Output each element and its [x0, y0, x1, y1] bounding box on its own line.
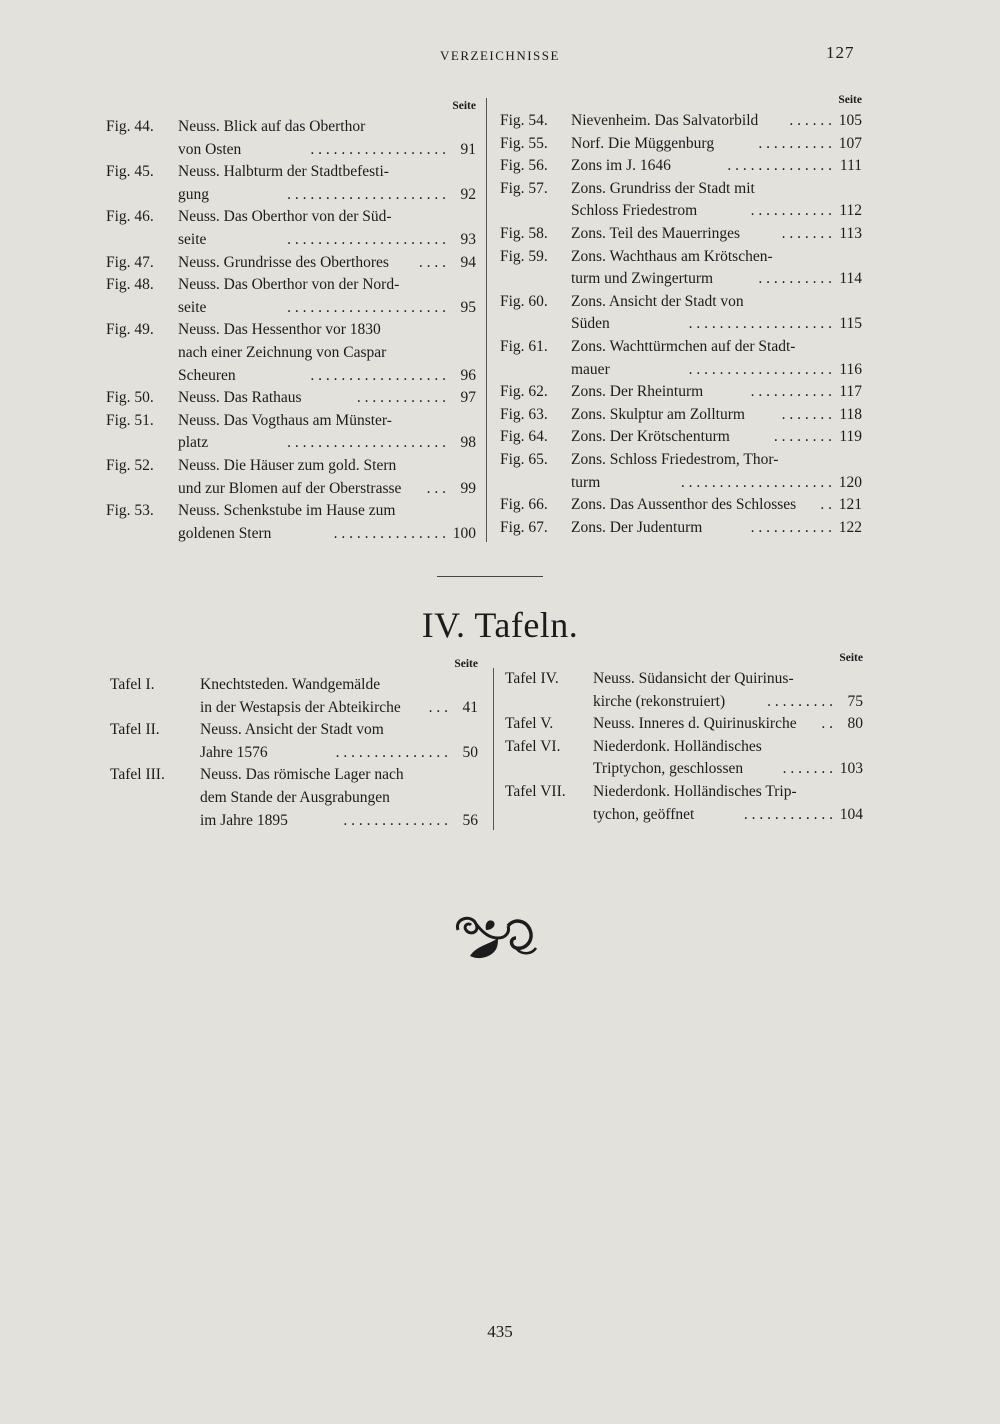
page-ref: 99 — [460, 479, 476, 497]
entry-body — [571, 426, 862, 449]
entry-number: Fig. 67. — [500, 518, 548, 536]
entry-number: Fig. 55. — [500, 134, 548, 152]
entry-text: dem Stande der Ausgrabungen — [200, 788, 390, 806]
entry-body — [571, 223, 862, 246]
entry-number: Tafel V. — [505, 715, 554, 733]
entry-text: Zons. Ansicht der Stadt von — [571, 292, 744, 310]
leader-dots: . . . . . . . . . . . . — [743, 805, 833, 823]
entry-body — [178, 161, 476, 206]
entry-text: Niederdonk. Holländisches Trip- — [593, 782, 797, 800]
list-item — [500, 404, 862, 427]
entry-text: tychon, geöffnet — [593, 805, 695, 823]
leader-dots: . . . . . . . — [781, 405, 832, 423]
entry-text: Zons. Der Rheinturm — [571, 383, 704, 401]
entry-text: Jahre 1576 — [200, 743, 268, 761]
entry-text: Zons. Der Judenturm — [571, 518, 703, 536]
entry-number: Tafel I. — [110, 676, 155, 693]
leader-dots: . . . . . . . . . . . — [750, 202, 832, 220]
entry-number: Fig. 57. — [500, 179, 548, 197]
entry-text: Neuss. Das Rathaus — [178, 389, 302, 407]
entry-number: Fig. 54. — [500, 112, 548, 129]
entry-number: Fig. 62. — [500, 383, 548, 401]
entry-body — [178, 500, 476, 545]
entry-text: Neuss. Schenkstube im Hause zum — [178, 502, 396, 520]
page-ref: 118 — [839, 405, 862, 423]
entry-text: turm — [571, 473, 601, 491]
page-ref: 80 — [847, 715, 863, 733]
list-item — [106, 206, 476, 251]
entry-body — [178, 252, 476, 275]
leader-dots: . . . . . . . . . . . . . . . . . . . . — [680, 473, 832, 491]
entry-text: Neuss. Grundrisse des Oberthores — [178, 253, 389, 271]
entry-body — [571, 246, 862, 291]
leader-dots: . . . . . . . . . . . . . . . . . . . — [688, 315, 832, 333]
entry-number: Tafel VII. — [505, 782, 566, 800]
entry-text: Neuss. Das Oberthor von der Süd- — [178, 208, 392, 226]
list-item — [500, 133, 862, 156]
entry-text: Neuss. Das Vogthaus am Münster- — [178, 411, 392, 429]
leader-dots: . . . . . . . . . . . . . . . . . . . — [688, 360, 832, 378]
entry-body — [571, 133, 862, 156]
list-item — [500, 449, 862, 494]
tafeln-right-column — [505, 650, 863, 826]
list-item — [500, 246, 862, 291]
entry-number: Fig. 66. — [500, 496, 548, 514]
entry-body — [571, 494, 862, 517]
entry-number: Fig. 48. — [106, 276, 154, 294]
entry-text: Knechtsteden. Wandgemälde — [200, 676, 381, 693]
figures-left-column — [106, 98, 476, 545]
leader-dots: . . . . . . . . . . . . . . — [727, 157, 832, 175]
leader-dots: . . . . . . . — [781, 224, 832, 242]
entry-body — [571, 178, 862, 223]
entry-body — [200, 719, 478, 764]
entry-number: Fig. 65. — [500, 450, 548, 468]
entry-text: im Jahre 1895 — [200, 811, 288, 829]
page-ref: 119 — [839, 428, 862, 446]
entry-body — [571, 404, 862, 427]
entry-text: Zons. Wachttürmchen auf der Stadt- — [571, 337, 796, 355]
list-item — [110, 764, 478, 832]
page-ref: 97 — [460, 389, 476, 407]
entry-text: seite — [178, 298, 207, 316]
entry-text: seite — [178, 230, 207, 248]
leader-dots: . . . . . . . . . . . . . . — [343, 811, 448, 829]
list-item — [110, 674, 478, 719]
entry-number: Fig. 63. — [500, 405, 548, 423]
column-divider — [493, 668, 494, 830]
figures-right-column — [500, 92, 862, 539]
entry-number: Tafel VI. — [505, 737, 561, 755]
column-divider — [486, 98, 487, 542]
page-ref: 96 — [460, 366, 476, 384]
entry-body — [178, 455, 476, 500]
leader-dots: . . . . — [418, 253, 446, 271]
entry-text: Zons. Das Aussenthor des Schlosses — [571, 496, 797, 514]
entry-number: Fig. 58. — [500, 224, 548, 242]
entry-text: Zons. Wachthaus am Krötschen- — [571, 247, 773, 265]
entry-number: Fig. 60. — [500, 292, 548, 310]
entry-number: Fig. 49. — [106, 321, 154, 339]
leader-dots: . . . . . . . . — [773, 428, 832, 446]
entry-text: nach einer Zeichnung von Caspar — [178, 343, 387, 361]
list-item — [106, 319, 476, 387]
list-item — [500, 494, 862, 517]
page-ref: 56 — [462, 811, 478, 829]
page-ref: 92 — [460, 185, 476, 203]
list-item — [106, 252, 476, 275]
page-ref: 50 — [462, 743, 478, 761]
list-item — [106, 387, 476, 410]
page-ref: 112 — [839, 202, 862, 220]
entry-body — [571, 110, 862, 133]
entry-text: platz — [178, 434, 209, 452]
entry-text: Zons im J. 1646 — [571, 157, 671, 175]
leader-dots: . . . . . . . . . . . . . . . . . . . . . — [287, 434, 446, 452]
list-item — [505, 781, 863, 826]
list-item — [500, 517, 862, 540]
entry-body — [593, 781, 863, 826]
entry-body — [200, 764, 478, 832]
entry-text: kirche (rekonstruiert) — [593, 692, 726, 710]
leader-dots: . . . . . . . . . . . — [750, 383, 832, 401]
leader-dots: . . . . . . . — [782, 760, 833, 778]
section-title: IV. Tafeln. — [421, 605, 579, 645]
page-ref: 95 — [460, 298, 476, 316]
entry-number: Fig. 61. — [500, 337, 548, 355]
page-ref: 75 — [847, 692, 863, 710]
entry-body — [178, 116, 476, 161]
entry-text: und zur Blomen auf der Oberstrasse — [178, 479, 402, 497]
page-ref: 41 — [462, 698, 478, 716]
entry-text: Schloss Friedestrom — [571, 202, 698, 220]
page-number-top: 127 — [826, 43, 855, 62]
page-ref: 116 — [839, 360, 862, 378]
page-ref: 122 — [838, 518, 862, 536]
entry-number: Fig. 45. — [106, 163, 154, 181]
page-ref: 91 — [460, 140, 476, 158]
entry-body — [571, 381, 862, 404]
leader-dots: . . . . . . . . . . — [758, 270, 832, 288]
leader-dots: . . . . . . . . . . . . . . . — [333, 524, 446, 542]
entry-text: Scheuren — [178, 366, 236, 384]
page-number-bottom: 435 — [487, 1322, 513, 1341]
entry-text: Zons. Schloss Friedestrom, Thor- — [571, 450, 779, 468]
page-ref: 107 — [838, 134, 862, 152]
list-item — [505, 668, 863, 713]
entry-number: Tafel III. — [110, 766, 165, 784]
leader-dots: . . . . . . . . . . . . . . . . . . — [310, 140, 446, 158]
list-item — [500, 110, 862, 133]
entry-body — [593, 668, 863, 713]
entry-text: Triptychon, geschlossen — [593, 760, 744, 778]
leader-dots: . . — [820, 496, 832, 514]
entry-number: Fig. 64. — [500, 428, 548, 446]
entry-text: Süden — [571, 315, 610, 333]
leader-dots: . . — [821, 715, 833, 733]
page-ref: 114 — [839, 270, 862, 288]
list-item — [106, 500, 476, 545]
entry-number: Tafel II. — [110, 721, 160, 739]
list-item — [500, 291, 862, 336]
entry-text: Neuss. Das römische Lager nach — [200, 766, 404, 784]
entry-body — [571, 155, 862, 178]
entry-body — [571, 517, 862, 540]
leader-dots: . . . . . . . . . . . . . . . . . . — [310, 366, 446, 384]
leader-dots: . . . . . . . . . — [767, 692, 833, 710]
running-title: VERZEICHNISSE — [440, 48, 560, 63]
entry-text: mauer — [571, 360, 610, 378]
seite-label: Seite — [452, 100, 476, 112]
entry-text: Neuss. Blick auf das Oberthor — [178, 118, 366, 135]
entry-body — [178, 387, 476, 410]
leader-dots: . . . . . . . . . . — [758, 134, 832, 152]
list-item — [106, 116, 476, 161]
page-ref: 94 — [460, 253, 476, 271]
section-divider — [437, 576, 543, 577]
entry-number: Fig. 51. — [106, 411, 154, 429]
entry-number: Fig. 53. — [106, 502, 154, 520]
list-item — [500, 336, 862, 381]
entry-text: Neuss. Die Häuser zum gold. Stern — [178, 456, 397, 474]
page-ref: 117 — [839, 383, 862, 401]
list-item — [500, 223, 862, 246]
ornament-flourish-icon — [450, 908, 540, 968]
seite-label: Seite — [839, 652, 863, 664]
entry-text: Zons. Grundriss der Stadt mit — [571, 179, 755, 197]
page-ref: 98 — [460, 434, 476, 452]
tafeln-left-column — [110, 656, 478, 832]
entry-body — [178, 319, 476, 387]
seite-label: Seite — [838, 94, 862, 106]
page-ref: 115 — [839, 315, 862, 333]
entry-text: Niederdonk. Holländisches — [593, 737, 762, 755]
list-item — [500, 381, 862, 404]
entry-number: Fig. 50. — [106, 389, 154, 407]
entry-number: Tafel IV. — [505, 670, 559, 687]
entry-text: Neuss. Südansicht der Quirinus- — [593, 670, 794, 687]
list-item — [500, 155, 862, 178]
entry-text: Neuss. Inneres d. Quirinuskirche — [593, 715, 797, 733]
entry-text: Neuss. Halbturm der Stadtbefesti- — [178, 163, 389, 181]
leader-dots: . . . . . . . . . . . . . . . — [335, 743, 448, 761]
list-item — [505, 736, 863, 781]
page-ref: 100 — [452, 524, 476, 542]
page-ref: 93 — [460, 230, 476, 248]
entry-body — [571, 336, 862, 381]
entry-number: Fig. 47. — [106, 253, 154, 271]
entry-body — [178, 410, 476, 455]
entry-number: Fig. 44. — [106, 118, 154, 135]
entry-text: Neuss. Das Hessenthor vor 1830 — [178, 321, 381, 339]
leader-dots: . . . . . . — [789, 112, 832, 129]
leader-dots: . . . — [426, 479, 446, 497]
entry-text: Nievenheim. Das Salvatorbild — [571, 112, 759, 129]
entry-text: in der Westapsis der Abteikirche — [200, 698, 401, 716]
entry-text: Zons. Teil des Mauerringes — [571, 224, 741, 242]
seite-label: Seite — [454, 658, 478, 670]
leader-dots: . . . . . . . . . . . . . . . . . . . . . — [287, 185, 446, 203]
page-ref: 121 — [838, 496, 862, 514]
entry-body — [178, 274, 476, 319]
page-ref: 104 — [839, 805, 863, 823]
entry-text: Zons. Der Krötschenturm — [571, 428, 730, 446]
entry-body — [571, 291, 862, 336]
leader-dots: . . . . . . . . . . . — [750, 518, 832, 536]
list-item — [106, 161, 476, 206]
entry-text: Neuss. Das Oberthor von der Nord- — [178, 276, 400, 294]
list-item — [500, 426, 862, 449]
entry-text: turm und Zwingerturm — [571, 270, 714, 288]
list-item — [110, 719, 478, 764]
list-item — [500, 178, 862, 223]
list-item — [106, 274, 476, 319]
leader-dots: . . . . . . . . . . . . . . . . . . . . . — [287, 230, 446, 248]
page-ref: 120 — [838, 473, 862, 491]
entry-body — [178, 206, 476, 251]
entry-body — [571, 449, 862, 494]
list-item — [505, 713, 863, 736]
page-ref: 103 — [839, 760, 863, 778]
list-item — [106, 410, 476, 455]
entry-number: Fig. 56. — [500, 157, 548, 175]
entry-text: Neuss. Ansicht der Stadt vom — [200, 721, 384, 739]
entry-body — [593, 736, 863, 781]
list-item — [106, 455, 476, 500]
leader-dots: . . . — [428, 698, 448, 716]
entry-text: Norf. Die Müggenburg — [571, 134, 715, 152]
entry-number: Fig. 52. — [106, 456, 154, 474]
page-ref: 113 — [839, 224, 862, 242]
entry-text: Zons. Skulptur am Zollturm — [571, 405, 745, 423]
entry-text: goldenen Stern — [178, 524, 272, 542]
entry-body — [593, 713, 863, 736]
page-ref: 105 — [838, 112, 862, 129]
page-ref: 111 — [839, 157, 862, 175]
leader-dots: . . . . . . . . . . . . — [356, 389, 446, 407]
entry-number: Fig. 59. — [500, 247, 548, 265]
entry-number: Fig. 46. — [106, 208, 154, 226]
entry-text: von Osten — [178, 140, 242, 158]
leader-dots: . . . . . . . . . . . . . . . . . . . . . — [287, 298, 446, 316]
entry-body — [200, 674, 478, 719]
entry-text: gung — [178, 185, 209, 203]
